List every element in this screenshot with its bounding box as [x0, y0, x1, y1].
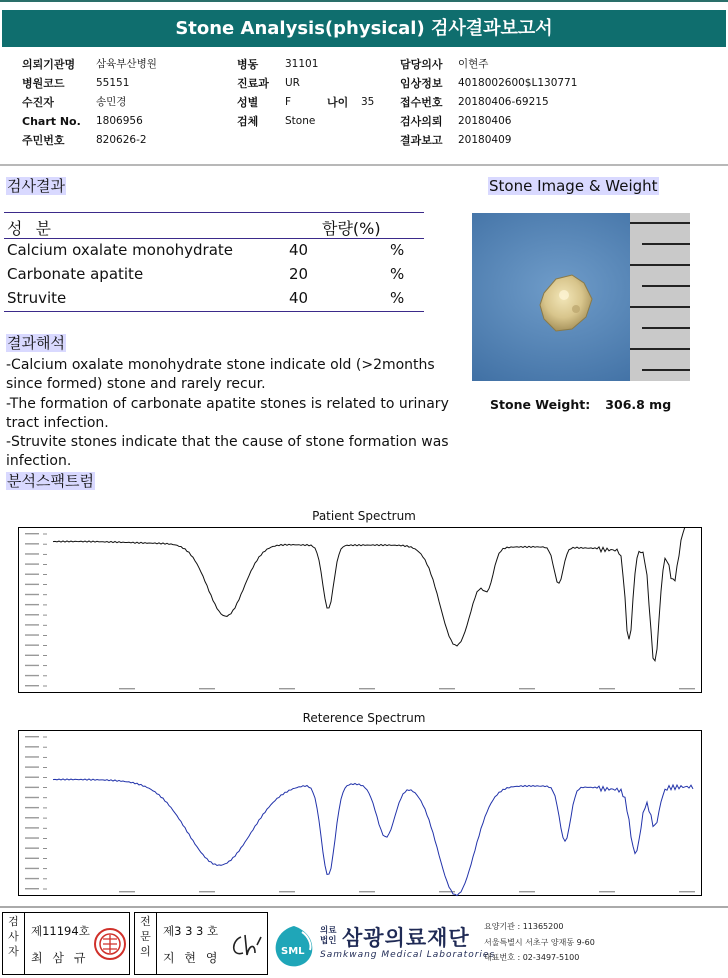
info-value: 4018002600$L130771 — [458, 77, 578, 89]
component-name: Carbonate apatite — [7, 265, 144, 283]
patient-spectrum-plot — [19, 528, 703, 694]
x-tick-label — [199, 688, 215, 689]
info-label: Chart No. — [22, 115, 81, 128]
info-value: 31101 — [285, 58, 319, 70]
info-row — [22, 93, 157, 112]
x-tick-label — [679, 891, 695, 892]
examiner-role — [3, 913, 25, 974]
examiner-license: 제11194호 — [31, 924, 90, 938]
info-column-1 — [22, 55, 157, 150]
info-value: 20180406-69215 — [458, 96, 549, 108]
specialist-license: 제3 3 3 호 — [163, 924, 219, 938]
organization — [272, 914, 724, 974]
info-label: 접수번호 — [400, 96, 443, 109]
org-name: 삼광의료재단 — [342, 926, 470, 950]
info-row — [237, 74, 318, 93]
patient-spectrum-label: Patient Spectrum — [312, 509, 416, 523]
y-tick-label — [25, 574, 39, 575]
role-char: 문 — [140, 930, 151, 943]
age-label: 나이 — [327, 96, 349, 109]
component-value: 20 — [289, 265, 309, 283]
info-row — [22, 55, 157, 74]
table-bottom-rule — [4, 311, 424, 312]
role-char: 검 — [8, 915, 19, 928]
reference-spectrum — [18, 730, 702, 896]
component-unit: % — [390, 265, 405, 283]
info-row — [400, 55, 577, 74]
stone-weight-value: 306.8 mg — [605, 397, 672, 412]
table-row — [4, 263, 424, 287]
y-tick-label — [25, 675, 39, 676]
examiner-name: 최 삼 규 — [31, 951, 89, 965]
info-label: 진료과 — [237, 77, 269, 90]
spectrum-line — [53, 779, 693, 896]
role-char: 자 — [8, 945, 19, 958]
info-label: 임상정보 — [400, 77, 443, 90]
info-value: 1806956 — [96, 115, 143, 127]
x-tick-label — [279, 688, 295, 689]
info-row — [400, 131, 577, 150]
info-row — [237, 55, 318, 74]
x-tick-label — [599, 688, 615, 689]
x-tick-label — [439, 688, 455, 689]
report-title: Stone Analysis(physical) 검사결과보고서 — [2, 10, 726, 47]
info-label: 병원코드 — [22, 77, 65, 90]
info-value: 820626-2 — [96, 134, 147, 146]
y-tick-label — [25, 847, 39, 848]
info-label: 검체 — [237, 115, 259, 128]
interpretation-title: 결과해석 — [7, 334, 65, 352]
y-tick-label — [25, 736, 39, 737]
y-tick-label — [25, 807, 39, 808]
info-value: UR — [285, 77, 300, 89]
reference-spectrum-plot — [19, 731, 703, 897]
divider — [0, 164, 728, 166]
info-column-2 — [237, 55, 318, 131]
y-tick-label — [25, 533, 39, 534]
y-tick-label — [25, 787, 39, 788]
stone-weight-label: Stone Weight: — [490, 397, 591, 412]
info-value: 송민경 — [96, 96, 127, 108]
specialist-name: 지 현 영 — [163, 951, 221, 965]
y-tick-label — [25, 563, 39, 564]
info-value: 이현주 — [458, 58, 489, 70]
y-tick-label — [25, 817, 39, 818]
sml-logo-text: SML — [281, 946, 305, 957]
component-header: 성 분 — [7, 219, 55, 238]
table-body — [4, 239, 424, 311]
y-tick-label — [25, 665, 39, 666]
org-contact — [484, 919, 595, 966]
table-row — [4, 287, 424, 311]
info-label: 성별 — [237, 96, 259, 109]
composition-table — [4, 212, 424, 312]
y-tick-label — [25, 553, 39, 554]
org-english-name: Samkwang Medical Laboratories — [320, 950, 496, 960]
interpretation-line: -Struvite stones indicate that the cause of stone formation was infection. — [6, 434, 449, 470]
x-tick-label — [279, 891, 295, 892]
specialist-signature-icon — [227, 931, 263, 961]
y-tick-label — [25, 827, 39, 828]
x-tick-label — [119, 891, 135, 892]
x-tick-label — [519, 688, 535, 689]
y-tick-label — [25, 868, 39, 869]
org-prefix — [320, 926, 336, 946]
x-tick-label — [119, 688, 135, 689]
role-char: 사 — [8, 930, 19, 943]
info-row — [22, 112, 157, 131]
info-label: 검사의뢰 — [400, 115, 443, 128]
signature-examiner — [2, 912, 130, 975]
interpretation-line: -Calcium oxalate monohydrate stone indicate old (>2months since formed) stone and rarely recur. — [6, 357, 435, 393]
info-row — [237, 93, 318, 112]
y-tick-label — [25, 604, 39, 605]
interpretation-line: -The formation of carbonate apatite stones is related to urinary tract infection. — [6, 395, 449, 431]
x-tick-label — [599, 891, 615, 892]
y-tick-label — [25, 584, 39, 585]
sml-logo-icon — [272, 924, 316, 968]
examiner-seal-icon — [93, 927, 127, 961]
info-value: Stone — [285, 115, 316, 127]
info-row — [22, 131, 157, 150]
y-tick-label — [25, 888, 39, 889]
age-field — [327, 93, 374, 112]
info-row — [400, 112, 577, 131]
info-column-3 — [400, 55, 577, 150]
component-value: 40 — [289, 241, 309, 259]
footer — [0, 906, 728, 978]
component-name: Calcium oxalate monohydrate — [7, 241, 234, 259]
patient-spectrum — [18, 527, 702, 693]
info-row — [237, 112, 318, 131]
table-row — [4, 239, 424, 263]
stone-weight — [490, 397, 720, 412]
info-row — [22, 74, 157, 93]
x-tick-label — [359, 891, 375, 892]
info-value: 20180409 — [458, 134, 512, 146]
y-tick-label — [25, 634, 39, 635]
age-value: 35 — [361, 96, 375, 108]
component-unit: % — [390, 241, 405, 259]
y-tick-label — [25, 797, 39, 798]
results-title: 검사결과 — [7, 177, 65, 195]
interpretation-text — [6, 356, 458, 472]
info-value: 20180406 — [458, 115, 512, 127]
y-tick-label — [25, 685, 39, 686]
role-char: 전 — [140, 915, 151, 928]
y-tick-label — [25, 655, 39, 656]
stone-title: Stone Image & Weight — [489, 177, 658, 195]
info-label: 담당의사 — [400, 58, 443, 71]
y-tick-label — [25, 777, 39, 778]
y-tick-label — [25, 756, 39, 757]
y-tick-label — [25, 614, 39, 615]
org-phone: 대표번호 : 02-3497-5100 — [484, 953, 580, 962]
y-tick-label — [25, 837, 39, 838]
y-tick-label — [25, 543, 39, 544]
info-label: 결과보고 — [400, 134, 443, 147]
x-tick-label — [199, 891, 215, 892]
y-tick-label — [25, 594, 39, 595]
info-value: F — [285, 96, 292, 108]
y-tick-label — [25, 644, 39, 645]
y-tick-label — [25, 766, 39, 767]
y-tick-label — [25, 746, 39, 747]
info-row — [400, 74, 577, 93]
org-prefix-line-1: 의료 — [320, 926, 337, 936]
info-label: 의뢰기관명 — [22, 58, 76, 71]
y-tick-label — [25, 624, 39, 625]
role-char: 의 — [140, 945, 151, 958]
table-header — [4, 212, 424, 239]
footer-rule — [0, 906, 728, 908]
y-tick-label — [25, 878, 39, 879]
spectrum-title: 분석스팩트럼 — [7, 472, 94, 490]
x-tick-label — [679, 688, 695, 689]
stone-photo — [472, 213, 690, 381]
reference-spectrum-label: Reterence Spectrum — [302, 711, 426, 725]
component-value: 40 — [289, 289, 309, 307]
info-label: 주민번호 — [22, 134, 65, 147]
org-address: 서울특별시 서초구 양재동 9-60 — [484, 937, 595, 947]
org-code: 요양기관 : 11365200 — [484, 922, 564, 931]
info-value: 삼육부산병원 — [96, 58, 157, 70]
specialist-role — [135, 913, 157, 974]
info-row — [400, 93, 577, 112]
stone-photo-graphic — [472, 213, 690, 381]
signature-specialist — [134, 912, 268, 975]
spectrum-line — [53, 528, 693, 661]
y-tick-label — [25, 858, 39, 859]
top-rule — [0, 0, 728, 9]
info-label: 수진자 — [22, 96, 54, 109]
x-tick-label — [359, 688, 375, 689]
component-unit: % — [390, 289, 405, 307]
component-name: Struvite — [7, 289, 67, 307]
info-label: 병동 — [237, 58, 259, 71]
content-header: 함량(%) — [322, 219, 381, 238]
info-value: 55151 — [96, 77, 130, 89]
x-tick-label — [519, 891, 535, 892]
org-prefix-line-2: 법인 — [320, 936, 337, 946]
